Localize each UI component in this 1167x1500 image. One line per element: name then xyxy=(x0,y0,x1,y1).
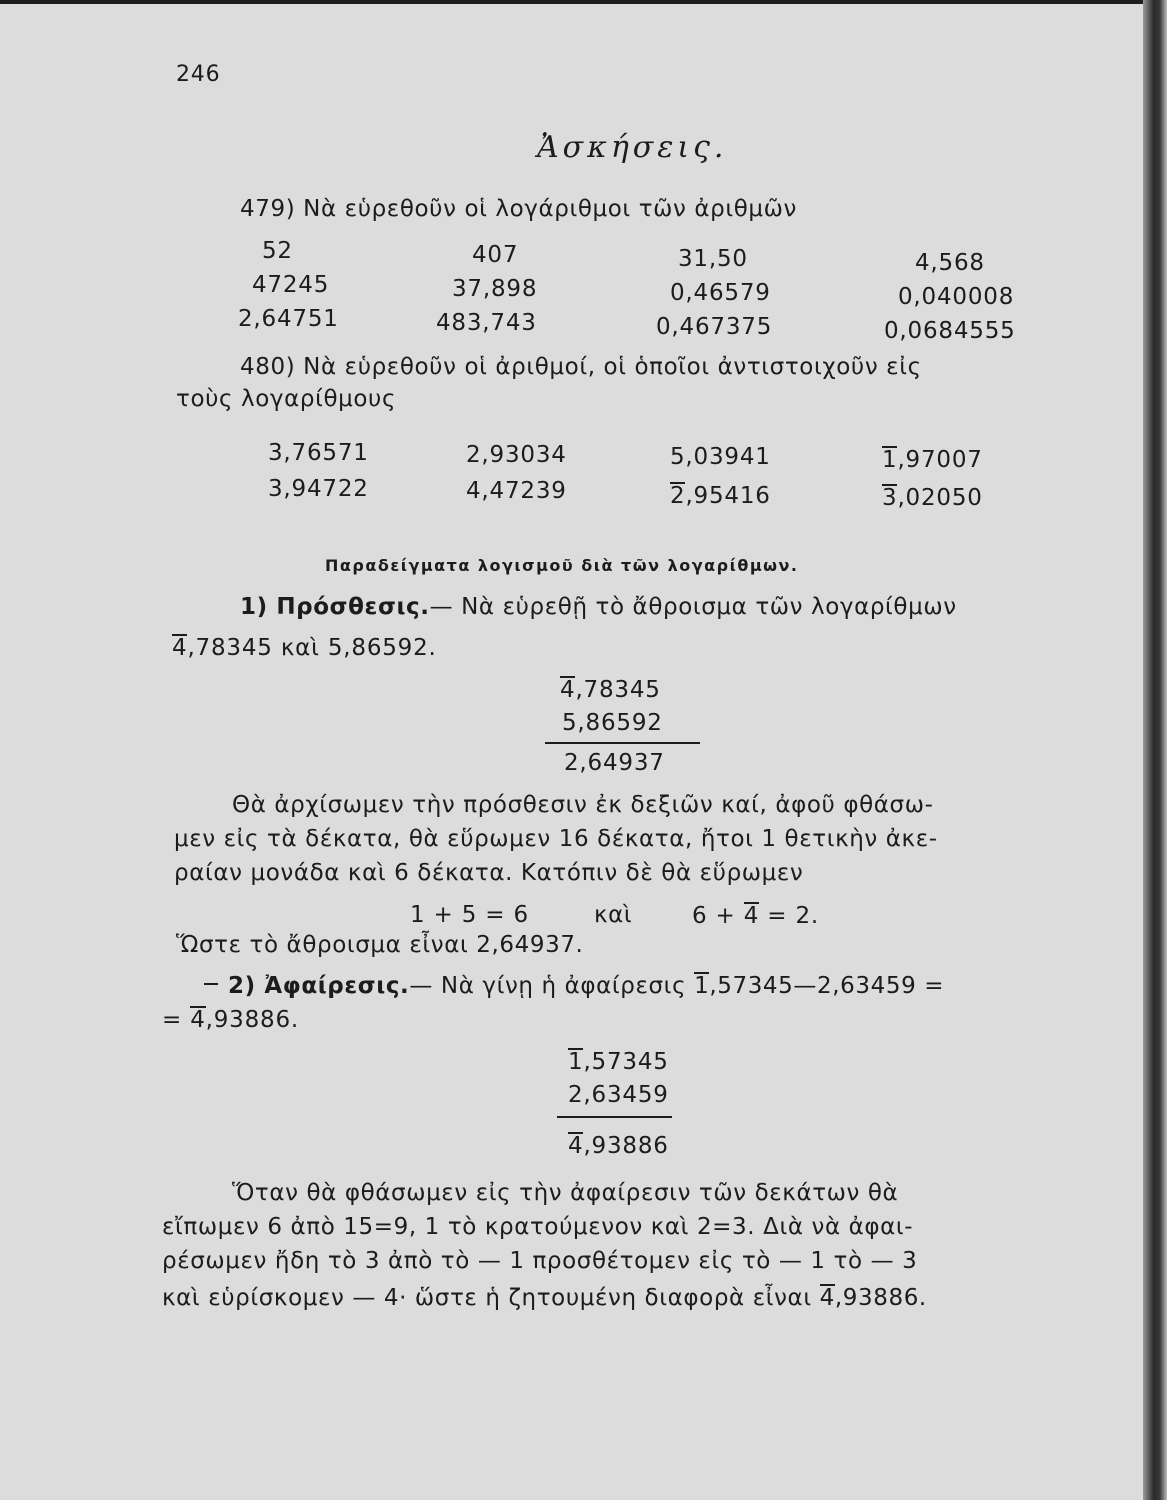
addition-term-b: 5,86592 xyxy=(562,710,663,736)
addition-para-line: μεν εἰς τὰ δέκατα, θὰ εὕρωμεν 16 δέκατα, ἤτοι 1 θετικὴν ἀκε- xyxy=(174,826,938,852)
bar-characteristic: 1 xyxy=(882,447,898,473)
addition-conclusion: Ὥστε τὸ ἄθροισμα εἶναι 2,64937. xyxy=(176,932,584,958)
addition-line2-text: ,78345 καὶ 5,86592. xyxy=(187,635,437,661)
ex480-value: 4,47239 xyxy=(466,478,567,504)
para-text: καὶ εὑρίσκομεν — 4· ὥστε ἡ ζητουμένη διαφορὰ εἶναι xyxy=(162,1285,820,1311)
subtraction-para-line: Ὅταν θὰ φθάσωμεν εἰς τὴν ἀφαίρεσιν τῶν δεκάτων θὰ xyxy=(232,1180,899,1206)
bar-characteristic: 4 xyxy=(560,677,576,703)
addition-equation-kai: καὶ xyxy=(594,902,633,928)
subtraction-para-line: ρέσωμεν ἤδη τὸ 3 ἀπὸ τὸ — 1 προσθέτομεν εἰς τὸ — 1 τὸ — 3 xyxy=(162,1248,918,1274)
exercise-480-text: 480) Νὰ εὑρεθοῦν οἱ ἀριθμοί, οἱ ὁποῖοι ἀντιστοιχοῦν εἰς xyxy=(240,354,922,380)
eq-part: ,93886. xyxy=(205,1007,300,1033)
subtraction-para-line: εἴπωμεν 6 ἀπὸ 15=9, 1 τὸ κρατούμενον καὶ 2=3. Διὰ νὰ ἀφαι- xyxy=(162,1214,914,1240)
mantissa: ,93886 xyxy=(583,1133,669,1159)
ex480-value: 2,93034 xyxy=(466,442,567,468)
ex480-value xyxy=(882,446,983,473)
bar-characteristic: 4 xyxy=(568,1133,584,1159)
subtraction-text: — Νὰ γίνῃ ἡ ἀφαίρεσις xyxy=(409,973,695,999)
ex479-value: 4,568 xyxy=(915,250,985,276)
bar-characteristic: 4 xyxy=(172,635,188,661)
subtraction-term-b: 2,63459 xyxy=(568,1082,669,1108)
mantissa: ,97007 xyxy=(897,447,983,473)
ex480-value xyxy=(882,484,983,511)
ex479-value: 483,743 xyxy=(436,310,537,336)
bar-characteristic: 4 xyxy=(819,1285,835,1311)
page-title: Ἀσκήσεις. xyxy=(537,130,728,165)
addition-heading-line xyxy=(240,594,957,620)
addition-label: 1) Πρόσθεσις. xyxy=(240,594,430,620)
ex480-value: 3,76571 xyxy=(268,440,369,466)
bar-characteristic: 4 xyxy=(190,1007,206,1033)
page-number: 246 xyxy=(176,62,221,87)
addition-para-line: ραίαν μονάδα καὶ 6 δέκατα. Κατόπιν δὲ θὰ εὕρωμεν xyxy=(174,860,804,886)
subtraction-last-line xyxy=(162,1284,927,1311)
mantissa: ,78345 xyxy=(575,677,661,703)
addition-equation-left: 1 + 5 = 6 xyxy=(410,902,529,928)
bar-mark xyxy=(204,983,218,985)
eq-part: = 2. xyxy=(759,903,820,929)
ex479-value: 47245 xyxy=(252,272,330,298)
eq-part: 6 + xyxy=(692,903,744,929)
ex479-value: 2,64751 xyxy=(238,306,339,332)
ex479-value: 0,467375 xyxy=(656,314,773,340)
para-text: ,93886. xyxy=(834,1285,927,1311)
eq-part: = xyxy=(162,1007,191,1033)
ex479-value: 37,898 xyxy=(452,276,538,302)
mantissa: ,95416 xyxy=(685,483,771,509)
addition-text: — Νὰ εὑρεθῇ τὸ ἄθροισμα τῶν λογαρίθμων xyxy=(429,594,957,620)
exercise-480-text-cont: τοὺς λογαρίθμους xyxy=(176,386,397,412)
addition-result: 2,64937 xyxy=(564,750,665,776)
ex480-value xyxy=(670,482,771,509)
addition-line2 xyxy=(172,634,437,661)
bar-characteristic: 2 xyxy=(670,483,686,509)
ex479-value: 52 xyxy=(262,238,293,264)
exercise-479-text: 479) Νὰ εὑρεθοῦν οἱ λογάριθμοι τῶν ἀριθμῶν xyxy=(240,196,797,222)
ex479-value: 31,50 xyxy=(678,246,748,272)
subtraction-line2 xyxy=(162,1006,299,1033)
ex479-value: 0,0684555 xyxy=(884,318,1016,344)
addition-equation-right xyxy=(692,902,819,929)
ex479-value: 407 xyxy=(472,242,519,268)
mantissa: ,02050 xyxy=(897,485,983,511)
subtraction-result xyxy=(568,1132,669,1159)
ex479-value: 0,46579 xyxy=(670,280,771,306)
subtraction-term-a xyxy=(568,1048,669,1075)
bar-characteristic: 4 xyxy=(743,903,760,929)
section-subheading: Παραδείγματα λογισμοῦ διὰ τῶν λογαρίθμων. xyxy=(325,556,799,575)
addition-term-a xyxy=(560,676,661,703)
ex480-value: 5,03941 xyxy=(670,444,771,470)
addition-sum-rule xyxy=(545,742,700,744)
bar-characteristic: 1 xyxy=(568,1049,584,1075)
subtraction-rule xyxy=(557,1116,672,1118)
ex480-value: 3,94722 xyxy=(268,476,369,502)
bar-characteristic: 1 xyxy=(694,973,710,999)
subtraction-text: ,57345—2,63459 = xyxy=(709,973,945,999)
book-spine-shadow xyxy=(1143,0,1167,1500)
mantissa: ,57345 xyxy=(583,1049,669,1075)
subtraction-heading-line xyxy=(228,972,944,999)
bar-characteristic: 3 xyxy=(882,485,898,511)
subtraction-label: 2) Ἀφαίρεσις. xyxy=(228,973,410,999)
addition-para-line: Θὰ ἀρχίσωμεν τὴν πρόσθεσιν ἐκ δεξιῶν καί, ἀφοῦ φθάσω- xyxy=(232,792,934,818)
ex479-value: 0,040008 xyxy=(898,284,1015,310)
